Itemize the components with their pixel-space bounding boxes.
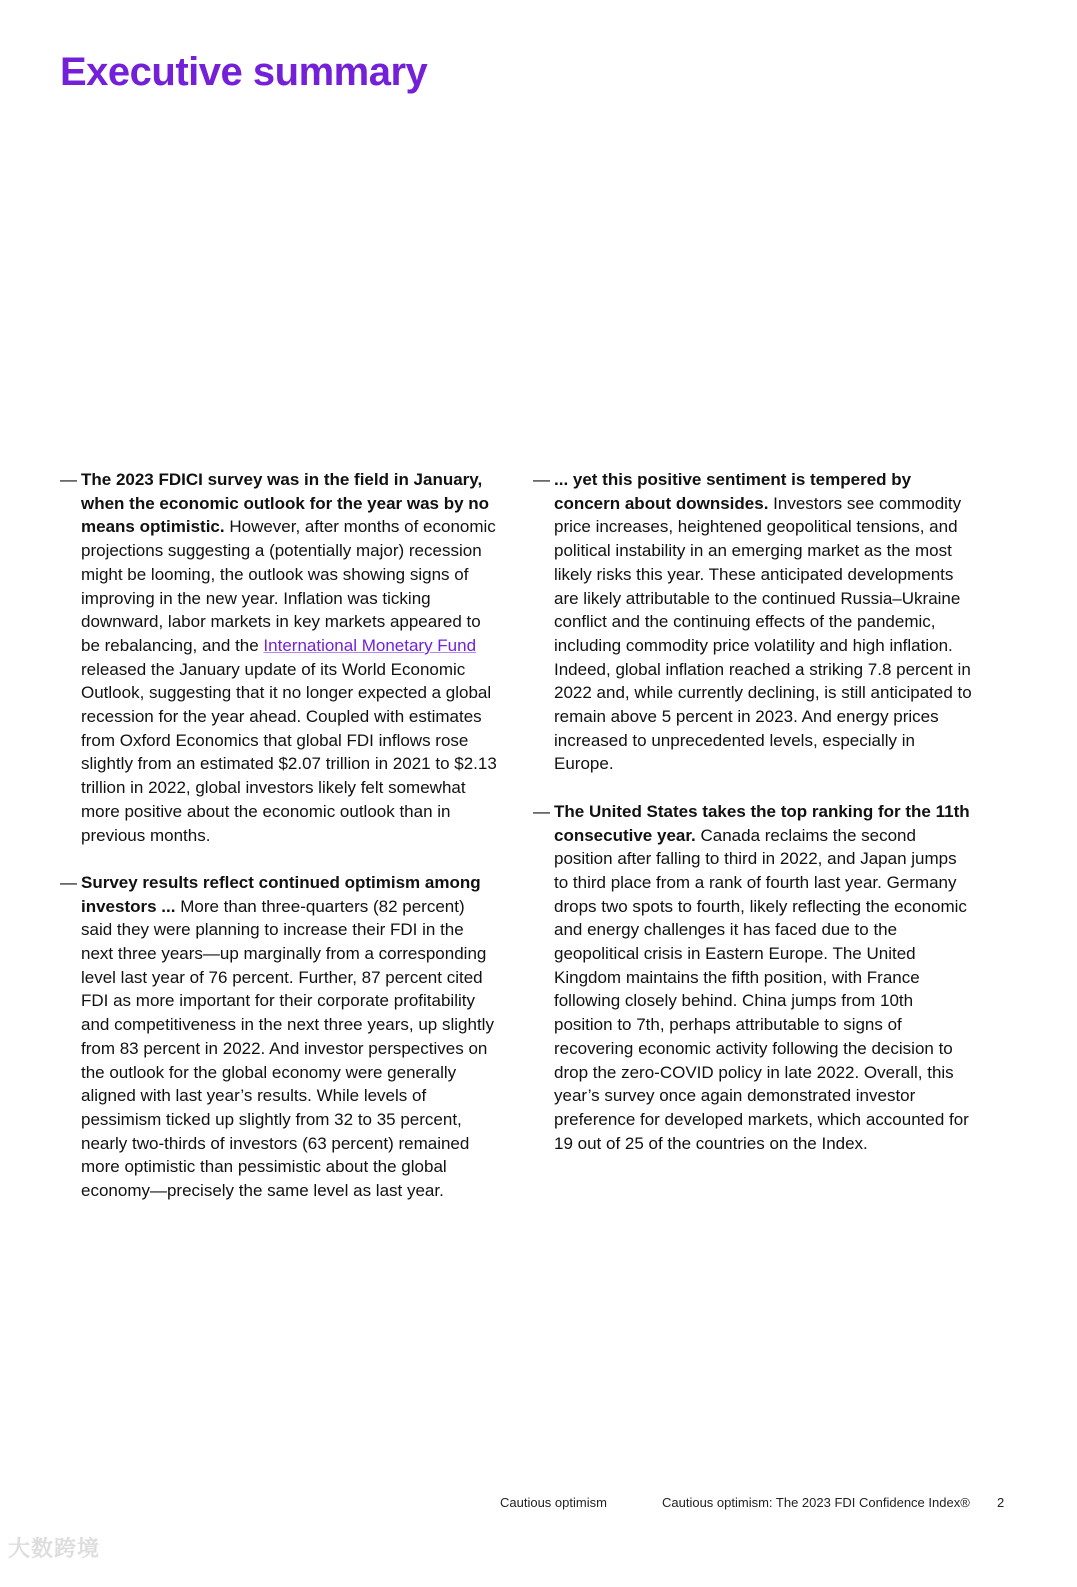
left-column <box>60 468 500 1226</box>
summary-point <box>533 468 973 776</box>
summary-point <box>533 800 973 1156</box>
dash-bullet: — <box>533 470 550 489</box>
point-text: released the January update of its World Economic Outlook, suggesting that it no longer expected a global recession for the year ahead. Coupled with estimates from Oxford Economics that global FDI inflows rose slightly from an estimated $2.07 trillion in 2021 to $2.13 trillion in 2022, global investors likely felt somewhat more positive about the economic outlook than in previous months. <box>81 659 497 845</box>
dash-bullet: — <box>60 470 77 489</box>
right-column <box>533 468 973 1179</box>
point-text: Investors see commodity price increases, heightened geopolitical tensions, and political instability in an emerging market as the most likely risks this year. These anticipated developments are likely attributable to the continued Russia–Ukraine conflict and the continuing effects of the pandemic, including commodity price volatility and high inflation. Indeed, global inflation reached a striking 7.8 percent in 2022 and, while currently declining, is still anticipated to remain above 5 percent in 2023. And energy prices increased to unprecedented levels, especially in Europe. <box>554 493 972 774</box>
point-heading: ... yet this positive sentiment is tempered by concern about downsides. <box>554 470 912 513</box>
watermark-logo: 大数跨境 <box>8 1536 101 1561</box>
dash-bullet: — <box>533 801 550 821</box>
imf-link[interactable]: International Monetary Fund <box>263 635 477 655</box>
footer-title: Cautious optimism: The 2023 FDI Confidence Index® <box>662 1495 970 1510</box>
footer-overlay-text: Cautious optimism <box>500 1495 607 1510</box>
point-text: However, after months of economic projections suggesting a (potentially major) recession might be looming, the outlook was showing signs of improving in the new year. Inflation was ticking downward, labor markets in key markets appeared to be rebalancing, and the <box>81 517 496 655</box>
point-heading: Survey results reflect continued optimism among investors ... <box>81 872 481 916</box>
point-heading: The 2023 FDICI survey was in the field in January, when the economic outlook for the year was by no means optimistic. <box>81 470 490 537</box>
point-text: Canada reclaims the second position after falling to third in 2022, and Japan jumps to third place from a rank of fourth last year. Germany drops two spots to fourth, likely reflecting the economic and energy challenges it has faced due to the geopolitical crisis in Eastern Europe. The United Kingdom maintains the fifth position, with France following closely behind. China jumps from 10th position to 7th, perhaps attributable to signs of recovering economic activity following the decision to drop the zero-COVID policy in late 2022. Overall, this year’s survey once again demonstrated investor preference for developed markets, which accounted for 19 out of 25 of the countries on the Index. <box>554 825 969 1153</box>
point-text: More than three-quarters (82 percent) said they were planning to increase their FDI in the next three years—up marginally from a corresponding level last year of 76 percent. Further, 87 percent cited FDI as more important for their corporate profitability and competitiveness in the next three years, up slightly from 83 percent in 2022. And investor perspectives on the outlook for the global economy were generally aligned with last year’s results. While levels of pessimism ticked up slightly from 32 to 35 percent, nearly two-thirds of investors (63 percent) remained more optimistic than pessimistic about the global economy—precisely the same level as last year. <box>81 896 494 1201</box>
page-number: 2 <box>997 1495 1005 1510</box>
dash-bullet: — <box>60 872 77 892</box>
summary-point <box>60 468 500 847</box>
point-heading: The United States takes the top ranking for the 11th consecutive year. <box>554 801 970 845</box>
page-title: Executive summary <box>60 50 428 94</box>
summary-point <box>60 871 500 1203</box>
